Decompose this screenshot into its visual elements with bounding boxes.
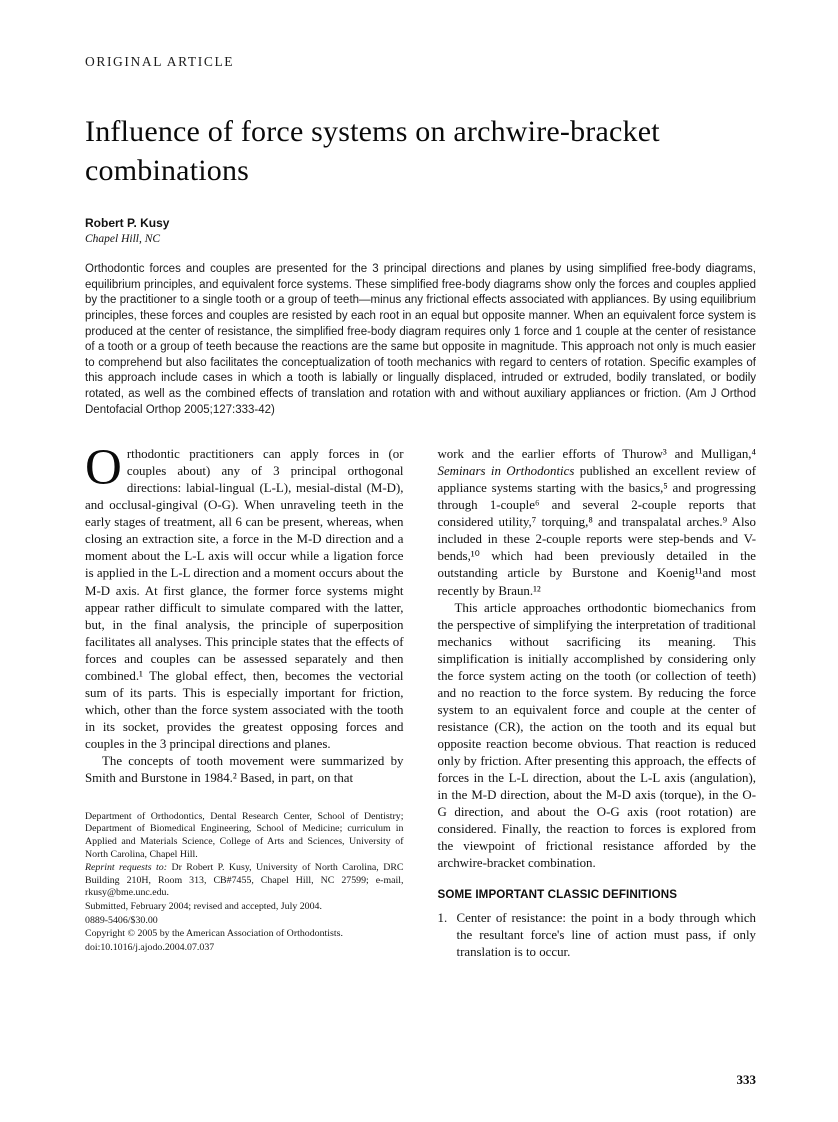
two-column-body	[85, 440, 756, 961]
right-column	[438, 446, 757, 961]
copyright-line: Copyright © 2005 by the American Association of Orthodontists.	[85, 928, 343, 940]
page-number: 333	[736, 1072, 756, 1087]
definition-item	[438, 910, 757, 961]
author-affiliation: Chapel Hill, NC	[85, 233, 161, 245]
journal-name: Seminars in Orthodontics	[437, 464, 575, 479]
footnote-block	[85, 811, 404, 954]
issn-price-line: 0889-5406/$30.00	[85, 914, 158, 926]
abstract-paragraph: Orthodontic forces and couples are presented for the 3 principal directions and planes by using simplified free-body diagrams, equilibrium principles, and equivalent force systems. These simplified free-body diagrams show only the forces and couples applied by the practitioner to a single tooth or a group of teeth—minus any frictional effects associated with appliances. By using equilibrium principles, these forces and couples are resisted by each root in an equal but opposite manner. When an equivalent force system is produced at the center of resistance, the simplified free-body diagram requires only 1 force and 1 couple at the center of resistance of a tooth or a group of teeth because the reactions are the same but opposite in magnitude. This approach not only is much easier to comprehend but also facilitates the conceptualization of tooth mechanics with regard to centers of rotation. Specific examples of this approach include cases in which a tooth is labially or lingually displaced, intruded or extruded, bodily translated, or bodily rotated, as well as the combined effects of translation and rotation with and without auxiliary appliances or friction. (Am J Orthod Dentofacial Orthop 2005;127:333-42)	[85, 263, 756, 416]
section-heading: SOME IMPORTANT CLASSIC DEFINITIONS	[437, 888, 678, 902]
reprint-footnote	[85, 862, 404, 900]
body-paragraph	[438, 446, 757, 599]
paragraph-text: work and the earlier efforts of Thurow³ and Mulligan,⁴	[437, 447, 756, 462]
definition-number: 1.	[437, 911, 448, 926]
affiliation-footnote: Department of Orthodontics, Dental Research Center, School of Dentistry; Department of Biomedical Engineering, School of Medicine; curriculum in Applied and Materials Science, College of Arts and Sciences, University of North Carolina, Chapel Hill.	[85, 810, 404, 860]
doi-line: doi:10.1016/j.ajodo.2004.07.037	[85, 941, 215, 953]
intro-paragraph	[85, 440, 404, 753]
article-header	[85, 54, 756, 245]
definition-text: Center of resistance: the point in a body through which the resultant force's line of action must pass, if only translation is to occur.	[456, 911, 756, 960]
body-paragraph: The concepts of tooth movement were summarized by Smith and Burstone in 1984.² Based, in part, on that	[85, 753, 404, 785]
reprint-address: Dr Robert P. Kusy, University of North Carolina, DRC Building 210H, Room 313, CB#7455, Chapel Hill, NC 27599; e-mail, rkusy@bme.unc.edu.	[85, 862, 404, 899]
article-title: Influence of force systems on archwire-bracket combinations	[85, 115, 660, 187]
dropcap-letter: O	[85, 440, 122, 497]
article-type-label: ORIGINAL ARTICLE	[85, 54, 235, 69]
reprint-label: Reprint requests to:	[85, 862, 168, 874]
paragraph-text: published an excellent review of appliance systems starting with the basics,⁵ and progressing through 1-couple⁶ and several 2-couple reports that considered utility,⁷ torquing,⁸ and transpalatal arches.⁹ Also included in these 2-couple reports were step-bends and V-bends,¹⁰ which had been previously detailed in the outstanding article by Burstone and Koenig¹¹and most recently by Braun.¹²	[437, 464, 756, 598]
submission-footnote: Submitted, February 2004; revised and accepted, July 2004.	[85, 900, 322, 912]
body-paragraph: This article approaches orthodontic biomechanics from the perspective of simplifying the interpretation of traditional mechanics without sacrificing its meaning. This simplification is initially accomplished by considering only the force system acting on the tooth (or collection of teeth) and no reaction to the force system. By reducing the force system to an equivalent force and couple at the center of resistance (CR), the action on the tooth and its equal but opposite reaction become obvious. That reaction is reduced only by friction. After presenting this approach, the effects of forces in the L-L direction, about the L-L axis (angulation), in the M-D direction, about the M-D axis (torque), in the O-G direction, and about the O-G axis (root rotation) are considered. Finally, the reaction to forces is explored from the viewpoint of frictional resistance afforded by the archwire-bracket combination.	[437, 600, 756, 870]
left-column	[85, 440, 404, 961]
author-name: Robert P. Kusy	[85, 216, 170, 230]
intro-paragraph-text: rthodontic practitioners can apply forces in (or couples about) any of 3 principal orthogonal directions: labial-lingual (L-L), mesial-distal (M-D), and occlusal-gingival (O-G). When unraveling teeth in the early stages of treatment, all 6 can be present, whereas, when closing an extraction site, a force in the M-D direction and a moment about the L-L axis will occur while a ligation force is applied in the L-L direction and a moment occurs about the M-D axis. At first glance, the former force systems might appear rather difficult to simulate compared with the latter, but, in the final analysis, the principle of superposition facilitates all analyses. This principle states that the effects of forces and couples can be assessed separately and then combined.¹ The global effect, then, becomes the vectorial sum of its parts. This is especially important for friction, which, other than the force system associated with the tooth in its socket, provides the greatest opposing forces and couples in the 3 principal directions and planes.	[85, 447, 404, 751]
